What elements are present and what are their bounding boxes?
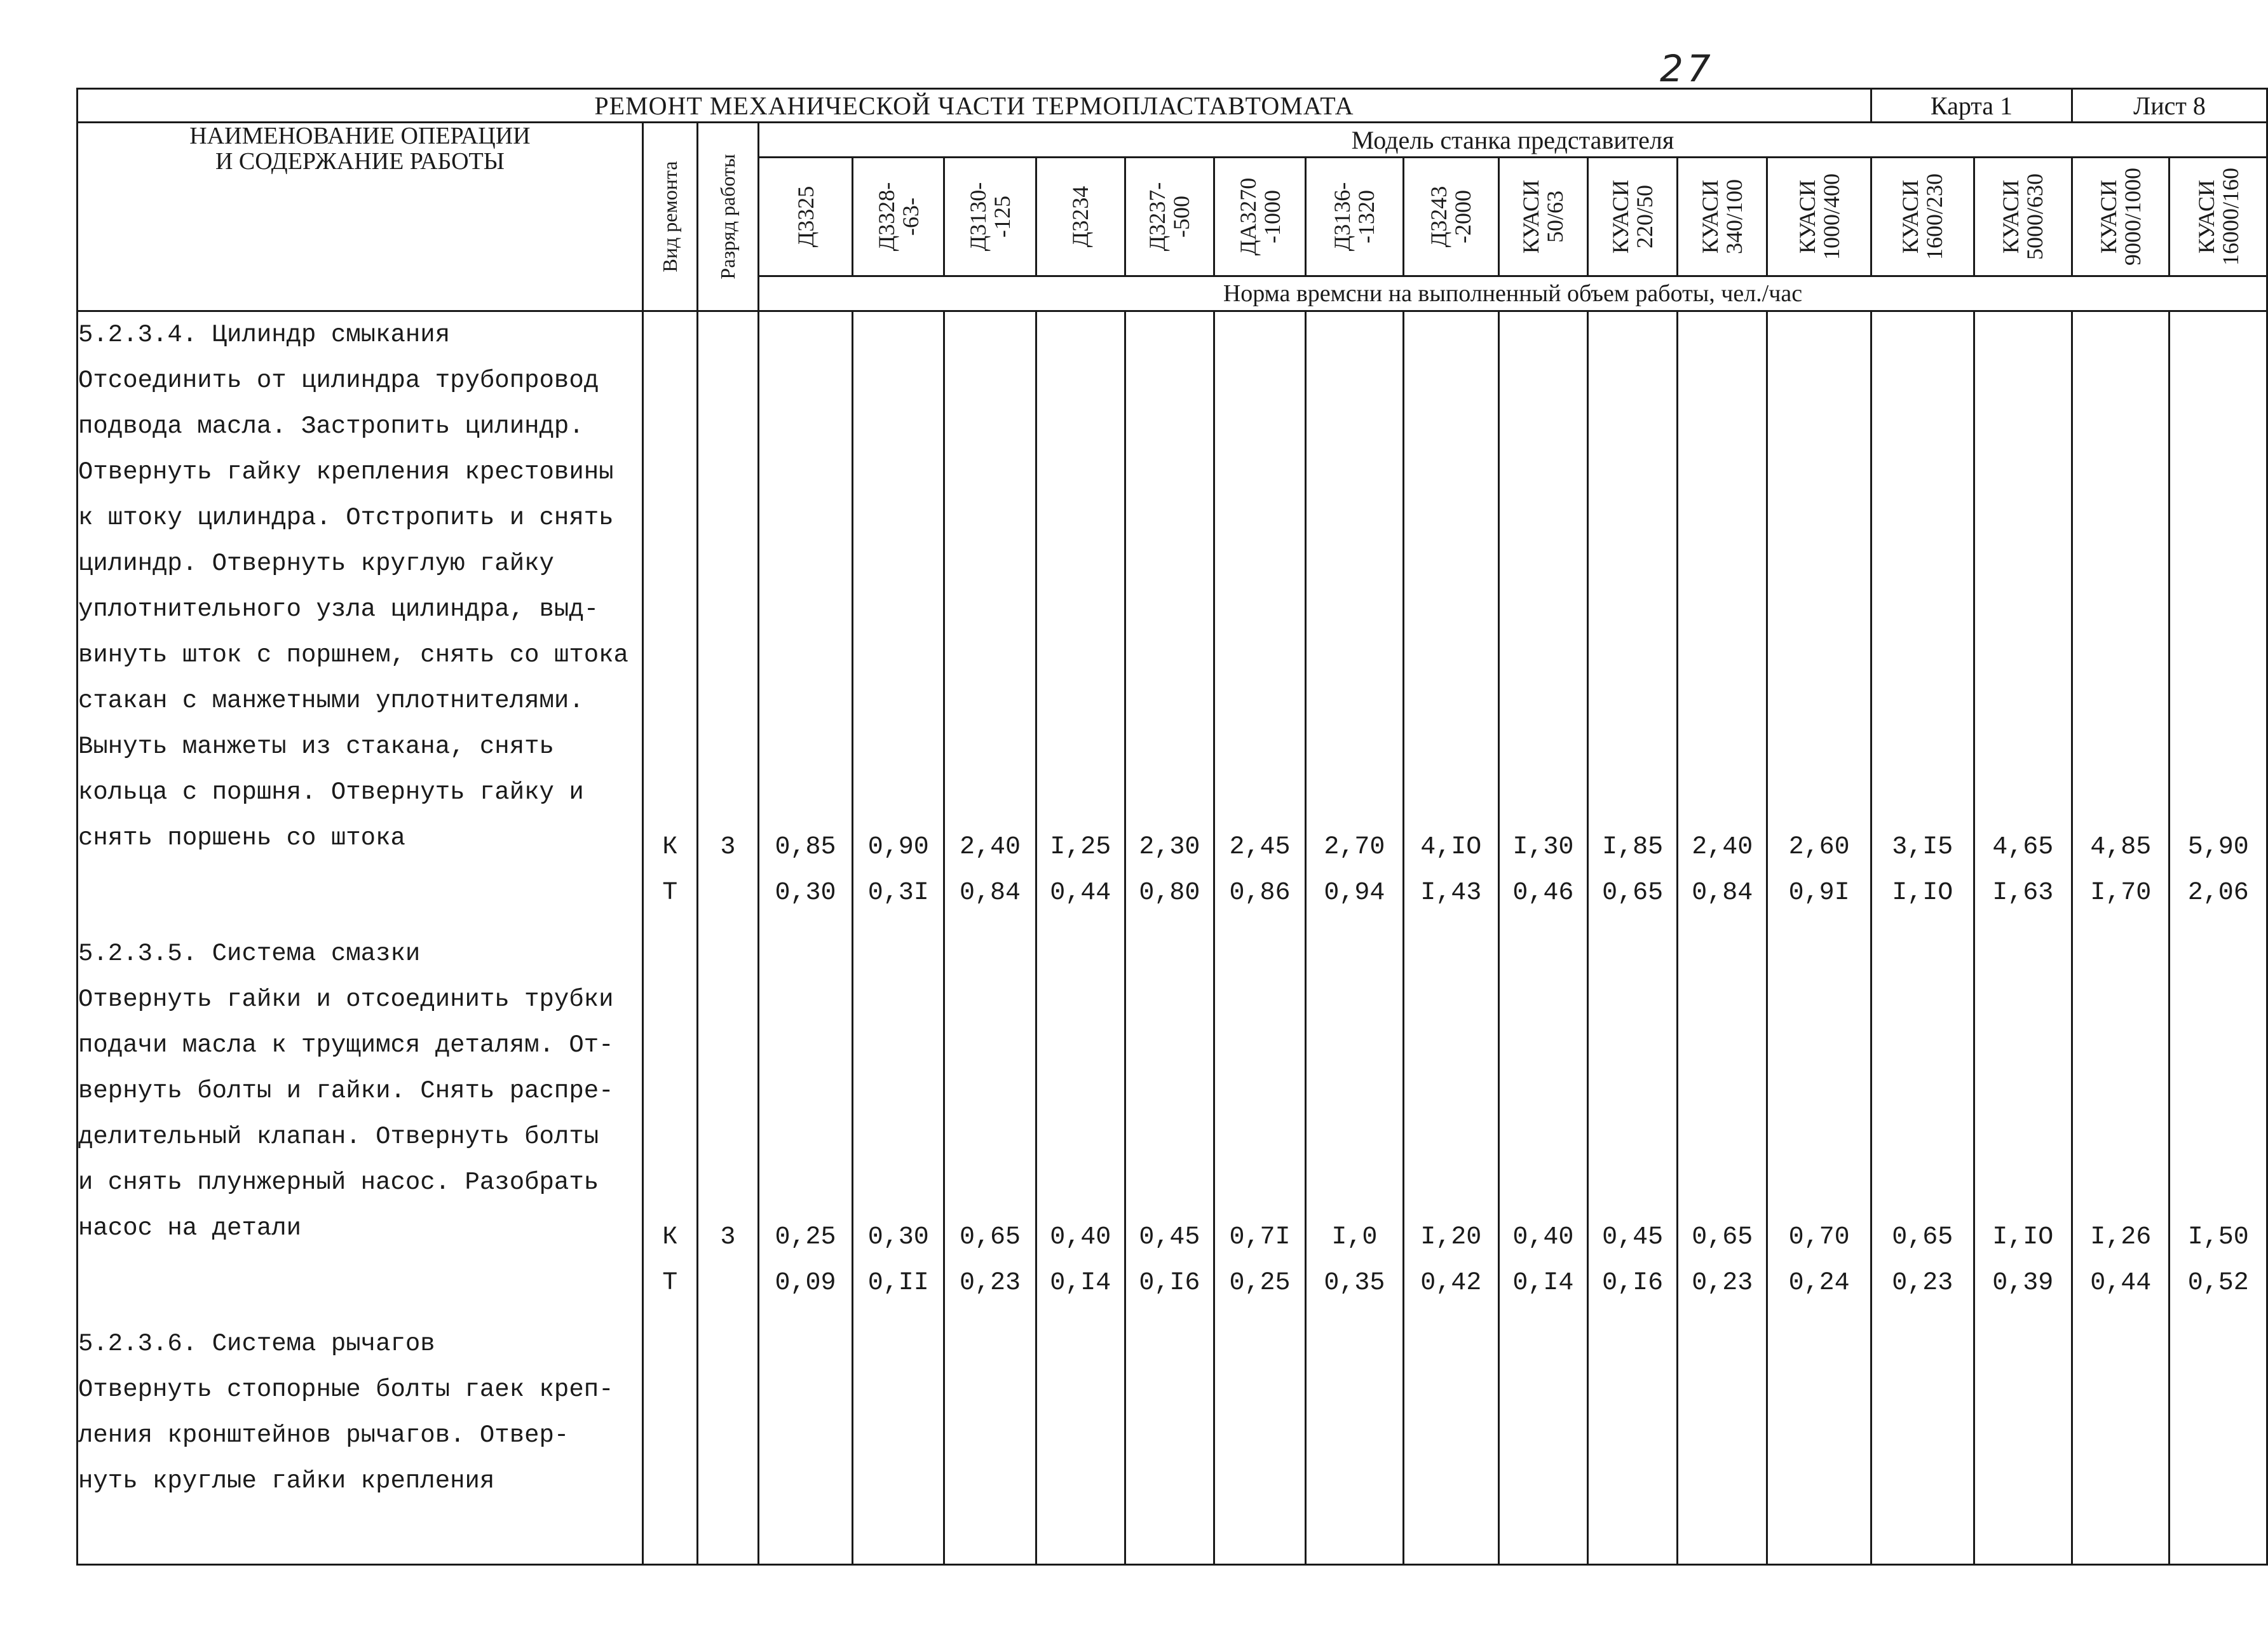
work-grade-value: 3	[720, 833, 736, 862]
norm-value-k: 0,40	[1512, 1223, 1574, 1252]
operation-heading-line1: НАИМЕНОВАНИЕ ОПЕРАЦИИ	[189, 123, 531, 149]
norm-value-k: 0,25	[775, 1223, 836, 1252]
norm-value-t: 0,23	[1692, 1269, 1753, 1297]
model-value-column	[1871, 311, 1974, 1565]
model-header-14: КУАСИ 9000/1000	[2072, 158, 2170, 276]
model-header-9: КУАСИ 220/50	[1588, 158, 1678, 276]
operation-text-line: делительный клапан. Отвернуть болты	[78, 1123, 599, 1151]
operation-text-line: нуть круглые гайки крепления	[78, 1467, 495, 1495]
norm-value-t: 0,09	[775, 1269, 836, 1297]
norm-value-t: 0,35	[1324, 1269, 1385, 1297]
norm-value-k: 2,30	[1139, 833, 1200, 862]
sheet-number: Лист 8	[2072, 89, 2267, 123]
operation-text-line: кольца с поршня. Отвернуть гайку и	[78, 778, 584, 806]
model-header-8: КУАСИ 50/63	[1498, 158, 1587, 276]
models-heading: Модель станка представителя	[758, 123, 2267, 158]
model-value-column	[1214, 311, 1305, 1565]
norm-value-t: 0,94	[1324, 879, 1385, 907]
operation-heading-line2: И СОДЕРЖАНИЕ РАБОТЫ	[215, 148, 505, 175]
model-header-2: Д3130- -125	[944, 158, 1036, 276]
norm-value-k: 0,65	[960, 1223, 1021, 1252]
norm-value-k: 2,45	[1229, 833, 1291, 862]
operations-cell	[78, 311, 643, 1565]
norm-value-k: 0,40	[1050, 1223, 1111, 1252]
model-value-column	[1767, 311, 1871, 1565]
norm-value-t: 0,86	[1229, 879, 1291, 907]
card-number: Карта 1	[1871, 89, 2072, 123]
operation-text-line: ления кронштейнов рычагов. Отвер-	[78, 1421, 569, 1449]
norm-value-k: 0,65	[1892, 1223, 1953, 1252]
model-header-7: Д3243 -2000	[1403, 158, 1498, 276]
repair-type-cell	[642, 311, 697, 1565]
norm-value-t: 0,I6	[1139, 1269, 1200, 1297]
model-header-6: Д3136- -1320	[1306, 158, 1403, 276]
norm-value-t: I,43	[1420, 879, 1482, 907]
model-header-5: ДА3270 -1000	[1214, 158, 1305, 276]
norm-value-k: 0,70	[1788, 1223, 1850, 1252]
norm-value-t: 0,44	[2090, 1269, 2152, 1297]
repair-type-heading: Вид ремонта	[642, 123, 697, 311]
norm-value-k: 2,40	[1692, 833, 1753, 862]
operation-text-line: Отвернуть стопорные болты гаек креп-	[78, 1376, 614, 1404]
norm-heading: Норма времсни на выполненный объем работы, чел./час	[758, 276, 2267, 311]
repair-type-k: К	[662, 1223, 678, 1252]
norm-value-k: 0,65	[1692, 1223, 1753, 1252]
model-header-12: КУАСИ 1600/230	[1871, 158, 1974, 276]
norm-value-k: I,26	[2090, 1223, 2152, 1252]
norm-value-k: I,20	[1420, 1223, 1482, 1252]
norm-value-t: 2,06	[2187, 879, 2249, 907]
model-value-column	[944, 311, 1036, 1565]
model-value-column	[2170, 311, 2267, 1565]
operation-title: 5.2.3.4. Цилиндр смыкания	[78, 321, 451, 349]
norm-value-k: 0,45	[1602, 1223, 1664, 1252]
model-value-column	[1498, 311, 1587, 1565]
operation-text-line: Отвернуть гайки и отсоединить трубки	[78, 985, 614, 1013]
norm-value-t: 0,23	[960, 1269, 1021, 1297]
work-grade-heading: Разряд работы	[697, 123, 758, 311]
norm-value-t: 0,30	[775, 879, 836, 907]
repair-type-t: Т	[662, 879, 678, 907]
norm-value-k: 0,7I	[1229, 1223, 1291, 1252]
operation-title: 5.2.3.6. Система рычагов	[78, 1330, 435, 1358]
model-value-column	[1306, 311, 1403, 1565]
document-title: РЕМОНТ МЕХАНИЧЕСКОЙ ЧАСТИ ТЕРМОПЛАСТАВТОМАТА	[78, 89, 1871, 123]
repair-type-k: К	[662, 833, 678, 862]
model-value-column	[1974, 311, 2072, 1565]
operation-text-line: и снять плунжерный насос. Разобрать	[78, 1168, 599, 1196]
operation-text-line: Отсоединить от цилиндра трубопровод	[78, 367, 599, 395]
norm-value-t: 0,24	[1788, 1269, 1850, 1297]
norm-value-k: 2,40	[960, 833, 1021, 862]
norm-value-t: 0,25	[1229, 1269, 1291, 1297]
operation-text-line: к штоку цилиндра. Отстропить и снять	[78, 504, 614, 532]
norm-value-k: I,0	[1331, 1223, 1378, 1252]
model-value-column	[1036, 311, 1125, 1565]
norm-value-k: I,IO	[1992, 1223, 2054, 1252]
norm-value-t: I,IO	[1892, 879, 1953, 907]
model-value-column	[1403, 311, 1498, 1565]
operation-text-line: подвода масла. Застропить цилиндр.	[78, 412, 584, 440]
norm-value-k: I,85	[1602, 833, 1664, 862]
norm-value-t: 0,65	[1602, 879, 1664, 907]
norm-value-t: 0,II	[867, 1269, 929, 1297]
norm-value-t: 0,I4	[1512, 1269, 1574, 1297]
norm-value-k: I,30	[1512, 833, 1574, 862]
model-header-3: Д3234	[1036, 158, 1125, 276]
operation-title: 5.2.3.5. Система смазки	[78, 940, 421, 968]
norm-value-k: 5,90	[2187, 833, 2249, 862]
norm-value-t: I,70	[2090, 879, 2152, 907]
norm-value-t: 0,80	[1139, 879, 1200, 907]
operation-text-line: вернуть болты и гайки. Снять распре-	[78, 1077, 614, 1105]
page-number: 27	[1660, 47, 1715, 90]
norm-value-t: 0,52	[2187, 1269, 2249, 1297]
model-value-column	[1588, 311, 1678, 1565]
norm-value-k: 2,70	[1324, 833, 1385, 862]
norm-value-t: 0,23	[1892, 1269, 1953, 1297]
model-value-column	[758, 311, 852, 1565]
norm-value-t: 0,3I	[867, 879, 929, 907]
model-header-1: Д3328- -63-	[853, 158, 944, 276]
norm-value-t: 0,84	[1692, 879, 1753, 907]
operation-text-line: подачи масла к трущимся деталям. От-	[78, 1031, 614, 1059]
norm-value-k: 0,85	[775, 833, 836, 862]
operation-block	[78, 312, 642, 861]
norm-value-k: 4,IO	[1420, 833, 1482, 862]
model-value-column	[1678, 311, 1767, 1565]
norm-value-k: 4,65	[1992, 833, 2054, 862]
repair-type-t: Т	[662, 1269, 678, 1297]
model-header-10: КУАСИ 340/100	[1678, 158, 1767, 276]
norm-value-t: 0,39	[1992, 1269, 2054, 1297]
norm-value-t: 0,9I	[1788, 879, 1850, 907]
norm-value-k: 3,I5	[1892, 833, 1953, 862]
norm-value-t: 0,84	[960, 879, 1021, 907]
model-value-column	[2072, 311, 2170, 1565]
norm-value-k: I,50	[2187, 1223, 2249, 1252]
norm-value-k: 0,30	[867, 1223, 929, 1252]
operation-text-line: насос на детали	[78, 1214, 302, 1242]
model-header-13: КУАСИ 5000/630	[1974, 158, 2072, 276]
operation-heading	[78, 123, 643, 311]
model-header-11: КУАСИ 1000/400	[1767, 158, 1871, 276]
norm-value-t: 0,42	[1420, 1269, 1482, 1297]
model-value-column	[1125, 311, 1214, 1565]
norm-value-t: 0,46	[1512, 879, 1574, 907]
operation-text-line: Отвернуть гайку крепления крестовины	[78, 458, 614, 486]
operation-text-line: цилиндр. Отвернуть круглую гайку	[78, 550, 554, 578]
model-header-4: Д3237- -500	[1125, 158, 1214, 276]
model-header-15: КУАСИ 16000/160	[2170, 158, 2267, 276]
operation-text-line: Вынуть манжеты из стакана, снять	[78, 733, 554, 761]
model-value-column	[853, 311, 944, 1565]
norm-value-k: I,25	[1050, 833, 1111, 862]
work-grade-cell	[697, 311, 758, 1565]
operation-block	[78, 931, 642, 1251]
norm-value-k: 4,85	[2090, 833, 2152, 862]
norm-value-t: 0,44	[1050, 879, 1111, 907]
norm-value-k: 0,90	[867, 833, 929, 862]
norm-value-k: 0,45	[1139, 1223, 1200, 1252]
norm-value-t: 0,I6	[1602, 1269, 1664, 1297]
model-header-0: Д3325	[758, 158, 852, 276]
norm-value-t: I,63	[1992, 879, 2054, 907]
repair-norms-table	[76, 88, 2268, 1566]
norm-value-t: 0,I4	[1050, 1269, 1111, 1297]
operation-text-line: винуть шток с поршнем, снять со штока	[78, 641, 628, 669]
norm-value-k: 2,60	[1788, 833, 1850, 862]
work-grade-value: 3	[720, 1223, 736, 1252]
operation-block	[78, 1321, 642, 1504]
operation-text-line: снять поршень со штока	[78, 824, 405, 852]
operation-text-line: стакан с манжетными уплотнителями.	[78, 687, 584, 715]
operation-text-line: уплотнительного узла цилиндра, выд-	[78, 595, 599, 623]
